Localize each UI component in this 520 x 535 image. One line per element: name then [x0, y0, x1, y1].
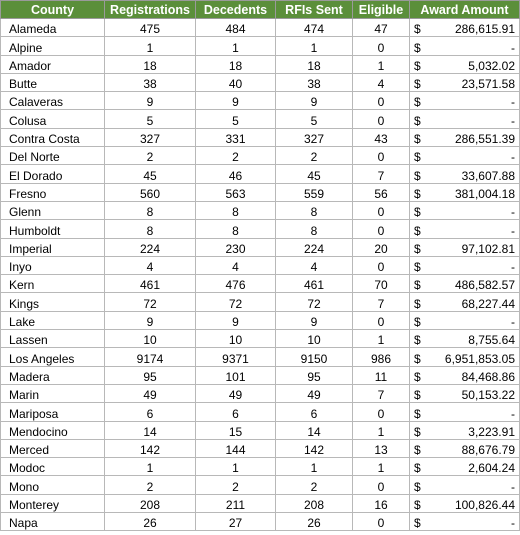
decedents-cell: 2 [196, 476, 276, 494]
rfis-sent-cell: 49 [276, 384, 353, 402]
registrations-cell: 45 [105, 165, 196, 183]
currency-symbol: $ [414, 205, 421, 220]
award-amount-cell [410, 513, 520, 531]
eligible-cell: 0 [353, 37, 410, 55]
award-amount-cell [410, 458, 520, 476]
award-amount-cell [410, 311, 520, 329]
registrations-cell: 1 [105, 458, 196, 476]
decedents-cell: 1 [196, 37, 276, 55]
table-row [1, 330, 520, 348]
currency-symbol: $ [414, 58, 421, 73]
award-amount-cell [410, 37, 520, 55]
rfis-sent-cell: 6 [276, 403, 353, 421]
rfis-sent-cell: 4 [276, 256, 353, 274]
award-value: 2,604.24 [468, 461, 515, 476]
currency-symbol: $ [414, 461, 421, 476]
currency-symbol: $ [414, 388, 421, 403]
award-value: 50,153.22 [461, 388, 515, 403]
award-amount-cell [410, 330, 520, 348]
registrations-cell: 95 [105, 366, 196, 384]
eligible-cell: 1 [353, 55, 410, 73]
award-amount-cell [410, 165, 520, 183]
decedents-cell: 9371 [196, 348, 276, 366]
award-amount-cell [410, 238, 520, 256]
currency-symbol: $ [414, 351, 421, 366]
table-row [1, 238, 520, 256]
header-decedents: Decedents [196, 1, 276, 19]
rfis-sent-cell: 224 [276, 238, 353, 256]
table-row [1, 37, 520, 55]
award-amount-cell [410, 92, 520, 110]
award-value: 33,607.88 [461, 168, 515, 183]
eligible-cell: 47 [353, 19, 410, 37]
award-value: 286,551.39 [454, 132, 515, 147]
award-value: 8,755.64 [468, 333, 515, 348]
registrations-cell: 18 [105, 55, 196, 73]
rfis-sent-cell: 1 [276, 37, 353, 55]
eligible-cell: 1 [353, 421, 410, 439]
award-amount-cell [410, 384, 520, 402]
rfis-sent-cell: 9 [276, 311, 353, 329]
registrations-cell: 1 [105, 37, 196, 55]
table-row [1, 293, 520, 311]
table-row [1, 55, 520, 73]
county-cell: Humboldt [1, 220, 105, 238]
eligible-cell: 20 [353, 238, 410, 256]
currency-symbol: $ [414, 40, 421, 55]
county-cell: Lake [1, 311, 105, 329]
decedents-cell: 2 [196, 147, 276, 165]
county-cell: Colusa [1, 110, 105, 128]
table-row [1, 421, 520, 439]
decedents-cell: 8 [196, 220, 276, 238]
award-amount-cell [410, 494, 520, 512]
rfis-sent-cell: 9150 [276, 348, 353, 366]
registrations-cell: 6 [105, 403, 196, 421]
award-value: 68,227.44 [461, 296, 515, 311]
registrations-cell: 10 [105, 330, 196, 348]
decedents-cell: 49 [196, 384, 276, 402]
rfis-sent-cell: 461 [276, 275, 353, 293]
decedents-cell: 101 [196, 366, 276, 384]
decedents-cell: 211 [196, 494, 276, 512]
award-value: 486,582.57 [454, 278, 515, 293]
eligible-cell: 7 [353, 384, 410, 402]
registrations-cell: 72 [105, 293, 196, 311]
award-amount-cell [410, 403, 520, 421]
currency-symbol: $ [414, 22, 421, 37]
county-cell: Kings [1, 293, 105, 311]
header-award-amount: Award Amount [410, 1, 520, 19]
table-row [1, 513, 520, 531]
table-row [1, 476, 520, 494]
table-row [1, 183, 520, 201]
header-eligible: Eligible [353, 1, 410, 19]
currency-symbol: $ [414, 186, 421, 201]
table-row [1, 403, 520, 421]
decedents-cell: 331 [196, 128, 276, 146]
county-cell: Del Norte [1, 147, 105, 165]
rfis-sent-cell: 95 [276, 366, 353, 384]
decedents-cell: 18 [196, 55, 276, 73]
decedents-cell: 46 [196, 165, 276, 183]
eligible-cell: 43 [353, 128, 410, 146]
rfis-sent-cell: 559 [276, 183, 353, 201]
eligible-cell: 0 [353, 476, 410, 494]
registrations-cell: 9 [105, 311, 196, 329]
award-value: - [511, 113, 515, 128]
currency-symbol: $ [414, 315, 421, 330]
table-row [1, 256, 520, 274]
rfis-sent-cell: 8 [276, 201, 353, 219]
header-row [1, 1, 520, 19]
county-cell: Modoc [1, 458, 105, 476]
award-value: - [511, 95, 515, 110]
eligible-cell: 0 [353, 256, 410, 274]
rfis-sent-cell: 2 [276, 147, 353, 165]
rfis-sent-cell: 474 [276, 19, 353, 37]
award-amount-cell [410, 439, 520, 457]
eligible-cell: 0 [353, 92, 410, 110]
table-row [1, 128, 520, 146]
currency-symbol: $ [414, 296, 421, 311]
award-amount-cell [410, 73, 520, 91]
eligible-cell: 0 [353, 147, 410, 165]
eligible-cell: 4 [353, 73, 410, 91]
decedents-cell: 9 [196, 92, 276, 110]
registrations-cell: 14 [105, 421, 196, 439]
registrations-cell: 327 [105, 128, 196, 146]
eligible-cell: 16 [353, 494, 410, 512]
rfis-sent-cell: 26 [276, 513, 353, 531]
registrations-cell: 224 [105, 238, 196, 256]
decedents-cell: 1 [196, 458, 276, 476]
registrations-cell: 9 [105, 92, 196, 110]
rfis-sent-cell: 38 [276, 73, 353, 91]
table-row [1, 220, 520, 238]
table-row [1, 348, 520, 366]
eligible-cell: 0 [353, 110, 410, 128]
registrations-cell: 4 [105, 256, 196, 274]
table-body [1, 19, 520, 531]
table-row [1, 439, 520, 457]
header-rfis-sent: RFIs Sent [276, 1, 353, 19]
registrations-cell: 475 [105, 19, 196, 37]
eligible-cell: 1 [353, 330, 410, 348]
eligible-cell: 986 [353, 348, 410, 366]
rfis-sent-cell: 327 [276, 128, 353, 146]
eligible-cell: 70 [353, 275, 410, 293]
county-cell: Inyo [1, 256, 105, 274]
eligible-cell: 0 [353, 403, 410, 421]
currency-symbol: $ [414, 278, 421, 293]
award-amount-cell [410, 366, 520, 384]
rfis-sent-cell: 208 [276, 494, 353, 512]
decedents-cell: 230 [196, 238, 276, 256]
registrations-cell: 208 [105, 494, 196, 512]
decedents-cell: 40 [196, 73, 276, 91]
table-row [1, 494, 520, 512]
eligible-cell: 0 [353, 311, 410, 329]
award-amount-cell [410, 421, 520, 439]
currency-symbol: $ [414, 132, 421, 147]
county-cell: Los Angeles [1, 348, 105, 366]
decedents-cell: 15 [196, 421, 276, 439]
eligible-cell: 11 [353, 366, 410, 384]
award-value: 97,102.81 [461, 241, 515, 256]
eligible-cell: 13 [353, 439, 410, 457]
registrations-cell: 8 [105, 220, 196, 238]
award-value: 6,951,853.05 [444, 351, 515, 366]
currency-symbol: $ [414, 260, 421, 275]
currency-symbol: $ [414, 516, 421, 531]
rfis-sent-cell: 2 [276, 476, 353, 494]
registrations-cell: 461 [105, 275, 196, 293]
award-amount-cell [410, 201, 520, 219]
award-amount-cell [410, 476, 520, 494]
decedents-cell: 8 [196, 201, 276, 219]
table-row [1, 311, 520, 329]
registrations-cell: 8 [105, 201, 196, 219]
award-amount-cell [410, 147, 520, 165]
currency-symbol: $ [414, 77, 421, 92]
table-row [1, 19, 520, 37]
county-cell: Calaveras [1, 92, 105, 110]
decedents-cell: 476 [196, 275, 276, 293]
award-value: - [511, 223, 515, 238]
county-cell: Merced [1, 439, 105, 457]
award-value: 286,615.91 [454, 22, 515, 37]
county-cell: Madera [1, 366, 105, 384]
county-cell: Imperial [1, 238, 105, 256]
award-value: - [511, 479, 515, 494]
table-row [1, 201, 520, 219]
rfis-sent-cell: 10 [276, 330, 353, 348]
decedents-cell: 27 [196, 513, 276, 531]
award-value: - [511, 40, 515, 55]
award-value: - [511, 150, 515, 165]
eligible-cell: 7 [353, 165, 410, 183]
award-value: 100,826.44 [454, 498, 515, 513]
rfis-sent-cell: 9 [276, 92, 353, 110]
rfis-sent-cell: 18 [276, 55, 353, 73]
registrations-cell: 9174 [105, 348, 196, 366]
award-value: 84,468.86 [461, 369, 515, 384]
table-row [1, 275, 520, 293]
award-value: - [511, 205, 515, 220]
rfis-sent-cell: 142 [276, 439, 353, 457]
currency-symbol: $ [414, 95, 421, 110]
currency-symbol: $ [414, 113, 421, 128]
rfis-sent-cell: 14 [276, 421, 353, 439]
award-value: - [511, 516, 515, 531]
currency-symbol: $ [414, 424, 421, 439]
award-value: 88,676.79 [461, 443, 515, 458]
decedents-cell: 4 [196, 256, 276, 274]
eligible-cell: 7 [353, 293, 410, 311]
table-row [1, 73, 520, 91]
county-cell: Mariposa [1, 403, 105, 421]
eligible-cell: 1 [353, 458, 410, 476]
registrations-cell: 2 [105, 147, 196, 165]
currency-symbol: $ [414, 168, 421, 183]
county-cell: El Dorado [1, 165, 105, 183]
registrations-cell: 142 [105, 439, 196, 457]
table-row [1, 384, 520, 402]
decedents-cell: 72 [196, 293, 276, 311]
award-value: 5,032.02 [468, 58, 515, 73]
rfis-sent-cell: 45 [276, 165, 353, 183]
currency-symbol: $ [414, 479, 421, 494]
header-registrations: Registrations [105, 1, 196, 19]
county-cell: Contra Costa [1, 128, 105, 146]
county-cell: Fresno [1, 183, 105, 201]
county-cell: Mono [1, 476, 105, 494]
currency-symbol: $ [414, 241, 421, 256]
decedents-cell: 10 [196, 330, 276, 348]
currency-symbol: $ [414, 150, 421, 165]
county-cell: Monterey [1, 494, 105, 512]
award-value: 381,004.18 [454, 186, 515, 201]
award-amount-cell [410, 128, 520, 146]
county-cell: Mendocino [1, 421, 105, 439]
award-value: - [511, 406, 515, 421]
county-cell: Kern [1, 275, 105, 293]
registrations-cell: 26 [105, 513, 196, 531]
county-cell: Napa [1, 513, 105, 531]
currency-symbol: $ [414, 498, 421, 513]
header-county: County [1, 1, 105, 19]
award-amount-cell [410, 183, 520, 201]
county-cell: Alpine [1, 37, 105, 55]
rfis-sent-cell: 5 [276, 110, 353, 128]
award-value: - [511, 260, 515, 275]
table-row [1, 165, 520, 183]
currency-symbol: $ [414, 406, 421, 421]
county-cell: Marin [1, 384, 105, 402]
table-row [1, 110, 520, 128]
award-amount-cell [410, 275, 520, 293]
award-amount-cell [410, 220, 520, 238]
eligible-cell: 56 [353, 183, 410, 201]
currency-symbol: $ [414, 333, 421, 348]
award-amount-cell [410, 256, 520, 274]
eligible-cell: 0 [353, 201, 410, 219]
eligible-cell: 0 [353, 513, 410, 531]
currency-symbol: $ [414, 369, 421, 384]
table-row [1, 366, 520, 384]
registrations-cell: 38 [105, 73, 196, 91]
award-amount-cell [410, 348, 520, 366]
registrations-cell: 2 [105, 476, 196, 494]
award-value: 23,571.58 [461, 77, 515, 92]
table-row [1, 92, 520, 110]
table-row [1, 458, 520, 476]
county-cell: Lassen [1, 330, 105, 348]
rfis-sent-cell: 8 [276, 220, 353, 238]
county-cell: Amador [1, 55, 105, 73]
county-cell: Butte [1, 73, 105, 91]
table-row [1, 147, 520, 165]
decedents-cell: 144 [196, 439, 276, 457]
award-amount-cell [410, 293, 520, 311]
award-amount-cell [410, 110, 520, 128]
decedents-cell: 9 [196, 311, 276, 329]
registrations-cell: 560 [105, 183, 196, 201]
award-amount-cell [410, 55, 520, 73]
rfis-sent-cell: 1 [276, 458, 353, 476]
county-cell: Glenn [1, 201, 105, 219]
registrations-cell: 5 [105, 110, 196, 128]
currency-symbol: $ [414, 443, 421, 458]
award-amount-cell [410, 19, 520, 37]
award-value: - [511, 315, 515, 330]
decedents-cell: 484 [196, 19, 276, 37]
currency-symbol: $ [414, 223, 421, 238]
county-cell: Alameda [1, 19, 105, 37]
decedents-cell: 563 [196, 183, 276, 201]
rfis-sent-cell: 72 [276, 293, 353, 311]
decedents-cell: 5 [196, 110, 276, 128]
award-value: 3,223.91 [468, 424, 515, 439]
registrations-cell: 49 [105, 384, 196, 402]
eligible-cell: 0 [353, 220, 410, 238]
decedents-cell: 6 [196, 403, 276, 421]
